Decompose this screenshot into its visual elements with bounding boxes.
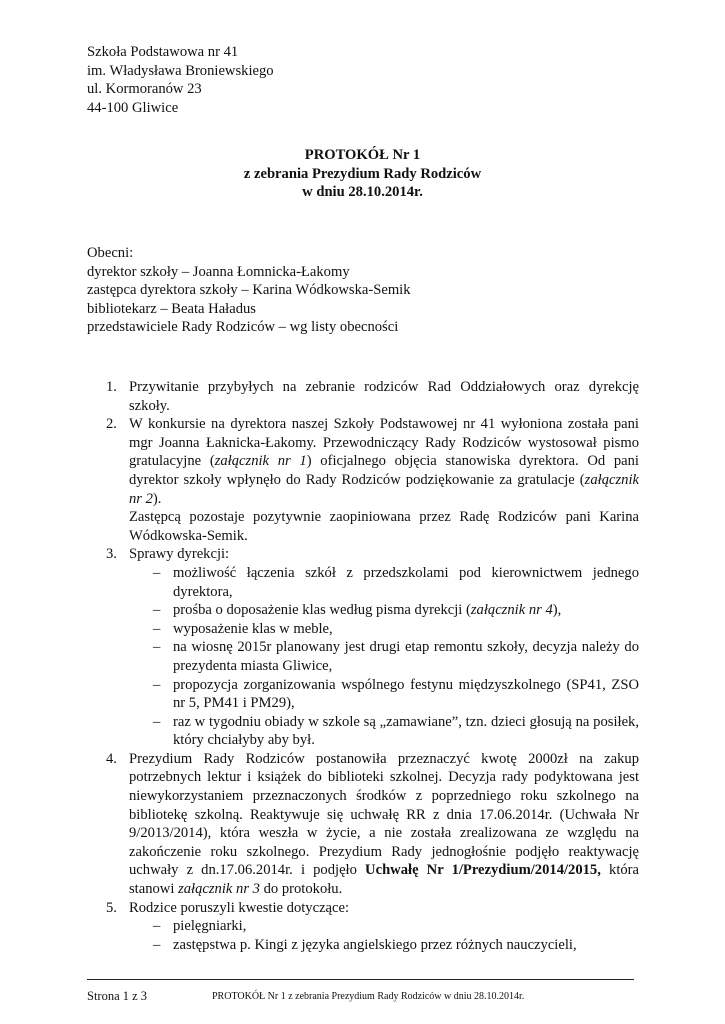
dash-bullet: – [153,713,161,730]
attendance-heading: Obecni: [87,245,134,261]
sub-item [129,936,639,955]
sub-item [129,638,639,675]
dash-bullet: – [153,676,161,693]
sub-item-text: pielęgniarki, [173,918,247,935]
title-line: z zebrania Prezydium Rady Rodziców [243,165,482,182]
item-number: 1. [106,379,117,395]
school-address [87,43,274,117]
sub-item-text: możliwość łączenia szkół z przedszkolami pod kierownictwem jednego dyrektora, [173,564,639,600]
text-run: która stanowi [129,862,640,898]
text-run: W konkursie na dyrektora naszej Szkoły Podstawowej nr 41 wyłoniona została pani mgr Joanna Łaknicka-Łakomy. Przewodniczący Rady Rodziców wystosował pismo gratulacyjne ( [129,416,639,470]
item-paragraph [129,415,639,508]
item-heading: Rodzice poruszyli kwestie dotyczące: [129,899,350,916]
agenda-item-5 [87,899,639,955]
sub-item-text: na wiosnę 2015r planowany jest drugi etap remontu szkoły, decyzja należy do prezydenta miasta Gliwice, [173,639,639,674]
text-run: prośba o doposażenie klas według pisma dyrekcji ( [173,602,471,619]
agenda-item-4 [87,750,639,899]
item-text: Przywitanie przybyłych na zebranie rodziców Rad Oddziałowych oraz dyrekcję szkoły. [129,379,639,414]
dash-bullet: – [153,602,161,619]
text-run: ), [552,602,562,619]
address-line: ul. Kormoranów 23 [87,81,202,98]
footer-divider [87,979,634,980]
attendee: bibliotekarz – Beata Haładus [87,300,256,317]
agenda-item-1 [87,378,639,415]
sub-item-text: raz w tygodniu obiady w szkole są „zamawiane”, tzn. dzieci głosują na posiłek, który chciałyby aby był. [173,713,639,749]
text-run: Prezydium Rady Rodziców postanowiła przeznaczyć kwotę 2000zł na zakup potrzebnych lektur i książek do biblioteki szkolnej. Decyzja rady podyktowana jest niewykorzystaniem przeznaczonych środków z poprzedniego roku szkolnego na bibliotekę szkolną. Reaktywuje się uchwałę RR z dnia 17.06.2014r. (Uchwała Nr 9/2013/2014), która weszła w życie, a nie została zrealizowana ze względu na zakończenie roku szkolnego. Prezydium Rady jednogłośnie podjęło reaktywację uchwały z dn.17.06.2014r. i podjęło [129,750,639,879]
dash-bullet: – [153,564,161,581]
item-number: 2. [106,416,117,433]
agenda-item-3 [87,545,639,750]
item-paragraph: Zastępcą pozostaje pozytywnie zaopiniowana przez Radę Rodziców pani Karina Wódkowska-Semik. [129,509,639,544]
attendee: zastępca dyrektora szkoły – Karina Wódkowska-Semik [87,282,411,299]
sub-item-text [173,601,639,620]
address-line: 44-100 Gliwice [87,99,179,116]
item-paragraph [129,750,639,899]
footer-document-title: PROTOKÓŁ Nr 1 z zebrania Prezydium Rady Rodziców w dniu 28.10.2014r. [212,991,525,1002]
sub-item [129,917,639,936]
dash-bullet: – [153,918,161,935]
item-heading: Sprawy dyrekcji: [129,546,230,563]
title-line: PROTOKÓŁ Nr 1 [304,147,421,163]
attendance-list [87,244,411,337]
sub-item [129,564,639,601]
sub-item [129,601,639,620]
item-number: 5. [106,899,117,916]
sub-item-text: wyposażenie klas w meble, [173,620,333,637]
dash-bullet: – [153,639,161,656]
sub-item-text: zastępstwa p. Kingi z języka angielskiego przez różnych nauczycieli, [173,936,577,953]
sub-item-text: propozycja zorganizowania wspólnego festynu międzyszkolnego (SP41, ZSO nr 5, PM41 i PM29), [173,676,639,712]
address-line: Szkoła Podstawowa nr 41 [87,44,239,60]
dash-bullet: – [153,620,161,637]
resolution-number: Uchwałę Nr 1/Prezydium/2014/2015, [365,862,601,879]
page-number: Strona 1 z 3 [87,989,148,1003]
attendee: dyrektor szkoły – Joanna Łomnicka-Łakomy [87,263,350,280]
attachment-ref: załącznik nr 4 [470,602,553,619]
document-title [0,146,725,202]
text-run: ) oficjalnego objęcia stanowiska dyrektora. Od pani dyrektor szkoły wpłynęło do Rady Rodziców podziękowanie za gratulacje ( [129,453,639,488]
attachment-ref: załącznik nr 3 [178,881,260,898]
sub-item [129,620,639,639]
attachment-ref: załącznik nr 2 [129,471,639,507]
attendee: przedstawiciele Rady Rodziców – wg listy obecności [87,319,399,336]
sub-item [129,713,639,750]
item-number: 4. [106,750,117,767]
attachment-ref: załącznik nr 1 [214,453,307,470]
item-number: 3. [106,546,117,563]
sub-item [129,676,639,713]
text-run: ). [152,490,162,507]
agenda-item-2 [87,415,639,545]
title-line: w dniu 28.10.2014r. [302,184,423,201]
agenda-list [87,378,639,954]
dash-bullet: – [153,936,161,953]
text-run: do protokołu. [259,881,343,898]
address-line: im. Władysława Broniewskiego [87,62,274,79]
